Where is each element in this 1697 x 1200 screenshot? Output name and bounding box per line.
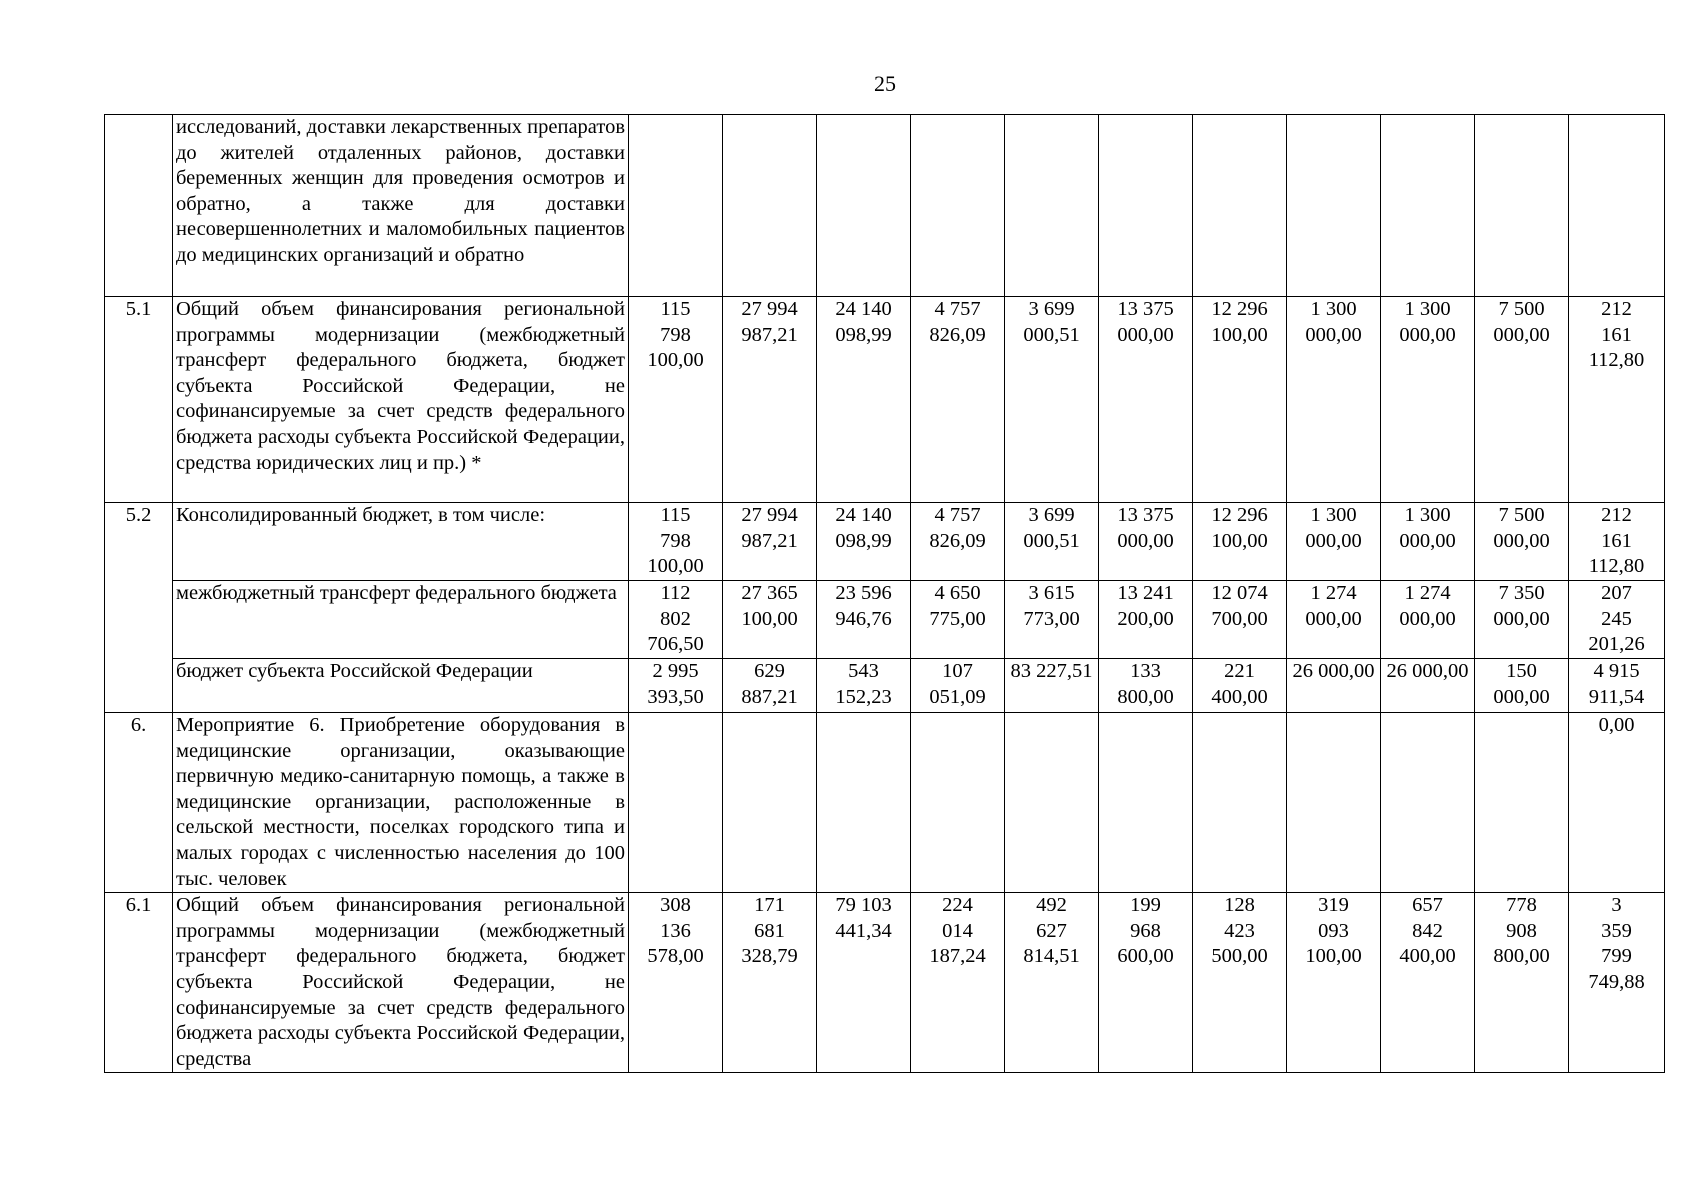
row-description: Общий объем финансирования региональной программы модернизации (межбюджетный трансферт федерального бюджета, бюджет субъекта Российской Федерации, не софинансируемые за счет средств федерального бюджета расходы субъекта Российской Федерации, средства юридических лиц и пр.) * [173,297,629,503]
value-cell [1381,115,1475,297]
value-cell: 319 093 100,00 [1287,893,1381,1073]
value-cell: 12 296 100,00 [1193,297,1287,503]
value-cell: 1 300 000,00 [1381,503,1475,581]
row-description: Мероприятие 6. Приобретение оборудования в медицинские организации, оказывающие первичную медико-санитарную помощь, а также в медицинские организации, расположенные в сельской местности, поселках городского типа и малых городах с численностью населения до 100 тыс. человек [173,713,629,893]
value-cell: 1 274 000,00 [1287,581,1381,659]
table-row [105,115,1665,297]
value-cell: 112 802 706,50 [629,581,723,659]
value-cell [1005,115,1099,297]
value-cell [723,713,817,893]
value-cell: 27 365 100,00 [723,581,817,659]
value-cell [1475,115,1569,297]
value-cell [629,115,723,297]
value-cell: 224 014 187,24 [911,893,1005,1073]
value-cell: 13 241 200,00 [1099,581,1193,659]
value-cell: 3 615 773,00 [1005,581,1099,659]
value-cell: 4 650 775,00 [911,581,1005,659]
value-cell: 150 000,00 [1475,659,1569,713]
value-cell: 3 699 000,51 [1005,503,1099,581]
row-description: Консолидированный бюджет, в том числе: [173,503,629,581]
value-cell: 115 798 100,00 [629,297,723,503]
value-cell: 7 500 000,00 [1475,297,1569,503]
value-cell: 107 051,09 [911,659,1005,713]
value-cell: 657 842 400,00 [1381,893,1475,1073]
financing-table [104,114,1665,1073]
value-cell [1193,115,1287,297]
value-cell: 3 359 799 749,88 [1569,893,1665,1073]
value-cell: 212 161 112,80 [1569,297,1665,503]
row-description: бюджет субъекта Российской Федерации [173,659,629,713]
table-row [105,893,1665,1073]
row-index: 5.2 [105,503,173,713]
value-cell: 128 423 500,00 [1193,893,1287,1073]
value-cell [911,713,1005,893]
value-cell: 4 757 826,09 [911,503,1005,581]
value-cell [629,713,723,893]
row-index: 6.1 [105,893,173,1073]
row-index [105,115,173,297]
value-cell [1287,713,1381,893]
value-cell: 1 300 000,00 [1287,503,1381,581]
table-row [105,659,1665,713]
value-cell [1475,713,1569,893]
row-index: 6. [105,713,173,893]
value-cell: 1 300 000,00 [1381,297,1475,503]
value-cell: 212 161 112,80 [1569,503,1665,581]
value-cell [817,115,911,297]
value-cell: 27 994 987,21 [723,503,817,581]
value-cell: 171 681 328,79 [723,893,817,1073]
value-cell: 0,00 [1569,713,1665,893]
row-description: Общий объем финансирования региональной программы модернизации (межбюджетный трансферт федерального бюджета, бюджет субъекта Российской Федерации, не софинансируемые за счет средств федерального бюджета расходы субъекта Российской Федерации, средства [173,893,629,1073]
table-row [105,503,1665,581]
value-cell: 1 300 000,00 [1287,297,1381,503]
value-cell: 24 140 098,99 [817,297,911,503]
value-cell: 629 887,21 [723,659,817,713]
value-cell: 207 245 201,26 [1569,581,1665,659]
value-cell [723,115,817,297]
value-cell: 23 596 946,76 [817,581,911,659]
table-row [105,581,1665,659]
table-row [105,713,1665,893]
value-cell: 3 699 000,51 [1005,297,1099,503]
value-cell [1099,115,1193,297]
value-cell: 543 152,23 [817,659,911,713]
value-cell [1569,115,1665,297]
value-cell: 7 500 000,00 [1475,503,1569,581]
value-cell: 1 274 000,00 [1381,581,1475,659]
value-cell: 4 757 826,09 [911,297,1005,503]
value-cell: 199 968 600,00 [1099,893,1193,1073]
value-cell [1099,713,1193,893]
page-number: 25 [874,71,896,96]
table-row [105,297,1665,503]
value-cell: 24 140 098,99 [817,503,911,581]
value-cell [1287,115,1381,297]
value-cell [817,713,911,893]
value-cell: 27 994 987,21 [723,297,817,503]
value-cell: 778 908 800,00 [1475,893,1569,1073]
value-cell: 13 375 000,00 [1099,297,1193,503]
value-cell: 7 350 000,00 [1475,581,1569,659]
value-cell: 83 227,51 [1005,659,1099,713]
value-cell [1193,713,1287,893]
value-cell: 133 800,00 [1099,659,1193,713]
value-cell [911,115,1005,297]
value-cell: 115 798 100,00 [629,503,723,581]
value-cell: 4 915 911,54 [1569,659,1665,713]
value-cell: 79 103 441,34 [817,893,911,1073]
value-cell [1005,713,1099,893]
row-index: 5.1 [105,297,173,503]
value-cell: 492 627 814,51 [1005,893,1099,1073]
value-cell: 13 375 000,00 [1099,503,1193,581]
value-cell: 12 074 700,00 [1193,581,1287,659]
value-cell: 26 000,00 [1287,659,1381,713]
value-cell: 2 995 393,50 [629,659,723,713]
row-description: межбюджетный трансферт федерального бюджета [173,581,629,659]
value-cell: 221 400,00 [1193,659,1287,713]
row-description: исследований, доставки лекарственных препаратов до жителей отдаленных районов, доставки беременных женщин для проведения осмотров и обратно, а также для доставки несовершеннолетних и маломобильных пациентов до медицинских организаций и обратно [173,115,629,297]
value-cell [1381,713,1475,893]
value-cell: 26 000,00 [1381,659,1475,713]
value-cell: 12 296 100,00 [1193,503,1287,581]
value-cell: 308 136 578,00 [629,893,723,1073]
